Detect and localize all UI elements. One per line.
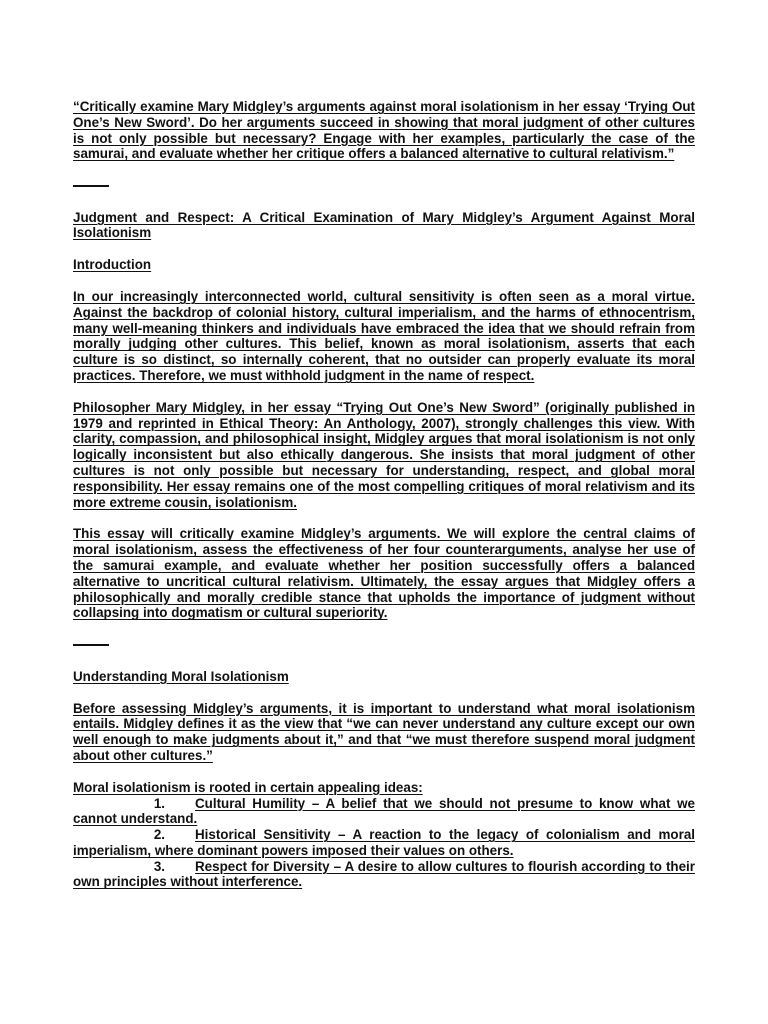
section-divider [73, 185, 109, 187]
intro-paragraph-3: This essay will critically examine Midgley’s arguments. We will explore the central claims of moral isolationism, assess the effectiveness of her four counterarguments, analyse her use of the samurai example, and evaluate whether her position successfully offers a balanced alternative to uncritical cultural relativism. Ultimately, the essay argues that Midgley offers a philosophically and morally credible stance that upholds the importance of judgment without collapsing into dogmatism or cultural superiority. [73, 526, 695, 621]
list-intro: Moral isolationism is rooted in certain appealing ideas: [73, 779, 423, 795]
essay-title: Judgment and Respect: A Critical Examination of Mary Midgley’s Argument Against Moral Isolationism [73, 209, 695, 241]
heading-introduction: Introduction [73, 257, 152, 273]
essay-prompt: “Critically examine Mary Midgley’s arguments against moral isolationism in her essay ‘Trying Out One’s New Sword’. Do her arguments succeed in showing that moral judgment of other cultures is not only possible but necessary? Engage with her examples, particularly the case of the samurai, and evaluate whether her critique offers a balanced alternative to cultural relativism.” [73, 99, 695, 162]
intro-paragraph-2: Philosopher Mary Midgley, in her essay “Trying Out One’s New Sword” (originally published in 1979 and reprinted in Ethical Theory: An Anthology, 2007), strongly challenges this view. With clarity, compassion, and philosophical insight, Midgley argues that moral isolationism is not only logically inconsistent but also ethically dangerous. She insists that moral judgment of other cultures is not only possible but necessary for understanding, respect, and global moral responsibility. Her essay remains one of the most compelling critiques of moral relativism and its more extreme cousin, isolationism. [73, 399, 695, 510]
list-item: 1. Cultural Humility – A belief that we should not presume to know what we cannot understand. [73, 795, 695, 827]
list-item: 3. Respect for Diversity – A desire to allow cultures to flourish according to their own principles without interference. [73, 858, 695, 890]
document-page [73, 99, 695, 890]
intro-paragraph-1: In our increasingly interconnected world, cultural sensitivity is often seen as a moral virtue. Against the backdrop of colonial history, cultural imperialism, and the harms of ethnocentrism, many well-meaning thinkers and individuals have embraced the idea that we should refrain from morally judging other cultures. This belief, known as moral isolationism, asserts that each culture is so distinct, so internally coherent, that no outsider can properly evaluate its moral practices. Therefore, we must withhold judgment in the name of respect. [73, 289, 695, 384]
understanding-paragraph: Before assessing Midgley’s arguments, it is important to understand what moral isolationism entails. Midgley defines it as the view that “we can never understand any culture except our own well enough to make judgments about it,” and that “we must therefore suspend moral judgment about other cultures.” [73, 700, 695, 763]
list-item: 2. Historical Sensitivity – A reaction to the legacy of colonialism and moral imperialism, where dominant powers imposed their values on others. [73, 827, 695, 858]
section-divider [73, 644, 109, 646]
numbered-list [73, 796, 695, 891]
heading-understanding: Understanding Moral Isolationism [73, 668, 289, 684]
